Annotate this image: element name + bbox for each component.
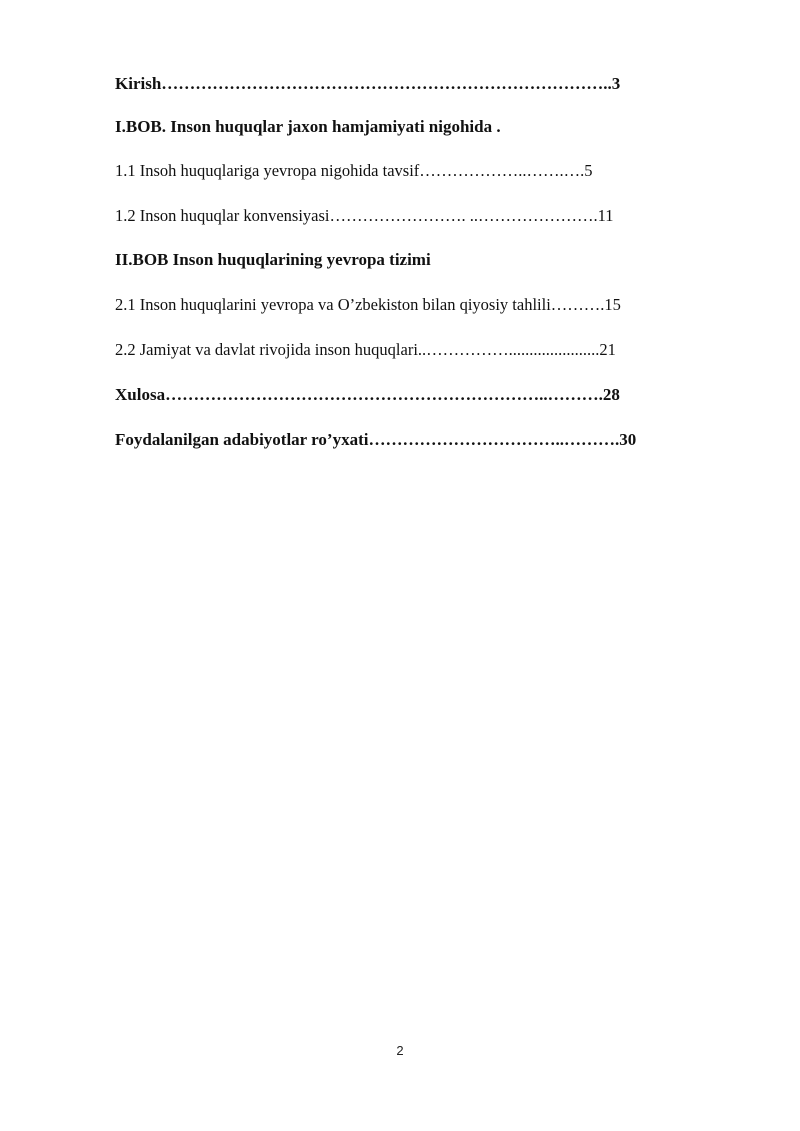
- page-number: 2: [396, 1043, 404, 1058]
- toc-entry-chapter-2: II.BOB Inson huquqlarining yevropa tizimi: [115, 250, 431, 269]
- toc-entry-section-2-2: 2.2 Jamiyat va davlat rivojida inson huquqlari..……………......................21: [115, 340, 616, 359]
- toc-entry-section-1-1: 1.1 Insoh huquqlariga yevropa nigohida tavsif………………..…….….5: [115, 161, 593, 180]
- toc-entry-bibliography: Foydalanilgan adabiyotlar ro’yxati……………………………..……….30: [115, 430, 637, 449]
- toc-entry-section-1-2: 1.2 Inson huquqlar konvensiyasi……………………. ..………………….11: [115, 206, 614, 225]
- table-of-contents: [115, 74, 705, 449]
- toc-entry-section-2-1: 2.1 Inson huquqlarini yevropa va O’zbekiston bilan qiyosiy tahlili……….15: [115, 295, 621, 314]
- toc-entry-conclusion: Xulosa…………………………………………………………..……….28: [115, 385, 620, 404]
- toc-entry-introduction: Kirish……………………………………………………………………..3: [115, 74, 621, 93]
- toc-entry-chapter-1: I.BOB. Inson huquqlar jaxon hamjamiyati nigohida .: [115, 117, 501, 136]
